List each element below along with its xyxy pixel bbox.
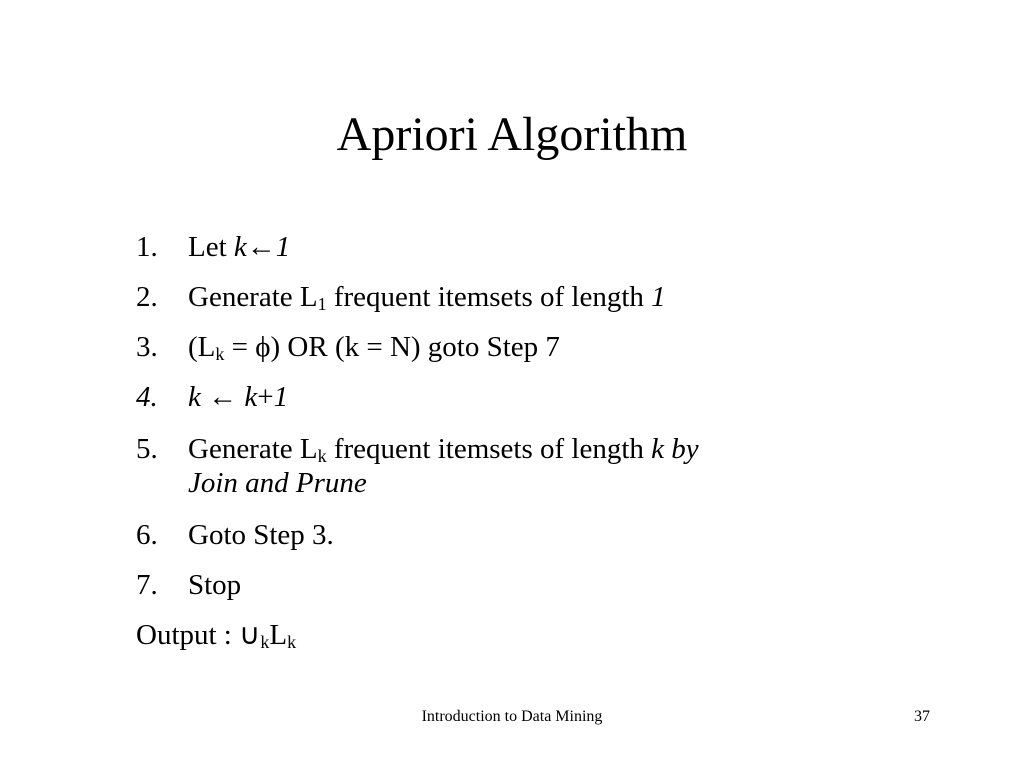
step-text: Goto Step 3. — [188, 519, 334, 551]
slide-title: Apriori Algorithm — [336, 108, 688, 161]
step-var: k — [244, 381, 258, 413]
subscript: k — [287, 632, 297, 652]
step-number: 5. — [136, 433, 158, 465]
step-text: Generate L — [188, 281, 318, 313]
step-var: 1 — [651, 281, 666, 313]
subscript: 1 — [317, 294, 327, 314]
step-text: = ϕ) OR (k = N) goto Step 7 — [224, 331, 560, 363]
step-3 — [136, 326, 896, 368]
algorithm-steps — [136, 226, 896, 656]
subscript: k — [260, 632, 270, 652]
step-var: k — [188, 381, 201, 413]
step-7 — [136, 564, 896, 606]
plus-symbol: + — [257, 381, 274, 413]
step-var: 1 — [273, 381, 289, 413]
page-number: 37 — [914, 708, 930, 725]
footer-title: Introduction to Data Mining — [421, 708, 603, 725]
step-5 — [136, 428, 896, 470]
output-label: Output : — [136, 619, 240, 651]
step-number: 2. — [136, 281, 158, 313]
step-text: frequent itemsets of length — [326, 433, 652, 465]
step-4 — [136, 376, 896, 418]
step-1 — [136, 226, 896, 268]
arrow-symbol: ← — [200, 381, 245, 413]
step-number: 7. — [136, 569, 158, 601]
arrow-symbol: ← — [246, 231, 276, 263]
step-var: 1 — [275, 231, 291, 263]
step-6 — [136, 514, 896, 556]
subscript: k — [317, 446, 327, 466]
step-number: 6. — [136, 519, 158, 551]
set-symbol: L — [269, 619, 288, 651]
step-text: Let — [188, 231, 234, 263]
step-text: Stop — [188, 569, 242, 601]
step-5-continuation: Join and Prune — [188, 467, 367, 499]
union-symbol: ∪ — [239, 619, 261, 651]
step-number: 4. — [136, 381, 158, 413]
step-number: 3. — [136, 331, 158, 363]
step-number: 1. — [136, 231, 158, 263]
subscript: k — [215, 344, 225, 364]
step-text: (L — [188, 331, 216, 363]
step-var: k — [233, 231, 247, 263]
step-var: k by — [651, 433, 699, 465]
output-line — [136, 614, 896, 656]
step-text: Generate L — [188, 433, 318, 465]
step-2 — [136, 276, 896, 318]
step-text: frequent itemsets of length — [326, 281, 652, 313]
